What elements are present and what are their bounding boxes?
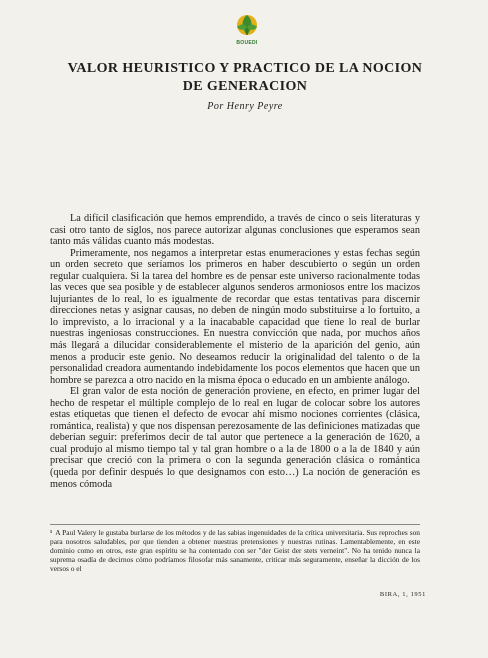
page-reference: BIRA, 1, 1951 (379, 591, 426, 598)
footnote-text: A Paul Valery le gustaba burlarse de los métodos y de las sabias ingenuidades de la crítica universitaria. Sus reproches son para nosotros saludables, por que tienden a obtener nuestras pretensiones y nuestras rutinas. Lamentablemente, en este dominio como en otros, este gran espíritu se ha contentado con ser "der Geist der stets verneint". No ha tenido nunca la suprema osadía de decirnos cómo podríamos filosofar más sanamente, criticar más seguramente, enseñar la dicción de los versos o el (50, 528, 420, 573)
paragraph: El gran valor de esta noción de generación proviene, en efecto, en primer lugar del hecho de respetar el múltiple complejo de lo real en lugar de colocar sobre los autores estas etiquetas que tienen el defecto de evocar ahí mismo nociones corrientes (clásica, romántica, realista) y que nos dispensan perezosamente de las definiciones matizadas que deberían seguir: preferimos decir de tal autor que pertenece a la generación de 1620, a cual produjo al mismo tiempo tal y tal gran hombre o a la de 1800 o a la de 1840 y aún precisar que creció con la primera o con la segunda generación clásica o romántica (queda por definir después lo que designamos con esto…) La noción de generación es menos cómoda (50, 386, 420, 490)
paragraph: La difícil clasificación que hemos emprendido, a través de cinco o seis literaturas y casi otro tanto de siglos, nos parece autorizar algunas conclusiones que esperamos sean tanto más válidas cuanto más modestas. (50, 213, 420, 248)
article-body (50, 213, 420, 490)
footnote-divider (50, 524, 420, 525)
leaf-logo-icon (230, 10, 264, 40)
paragraph: Primeramente, nos negamos a interpretar estas enumeraciones y estas fechas según un orden secreto que seríamos los primeros en haber descubierto o según un orden regular cualquiera. Si la tarea del hombre es de pensar este universo racionalmente todas las veces que sea posible y de establecer algunos senderos armoniosos entre los macizos lujuriantes de lo real, lo es igualmente de recordar que estas tentativas para discernir direcciones netas y asignar causas, no deben de ningún modo substituirse a lo fortuito, a lo imprevisto, a lo irracional y a la inacabable capacidad que tiene lo real de burlar nuestras ingeniosas construcciones. En nuestra convicción que nada, por muchos años más llegará a dilucidar considerablemente el misterio de la aparición del genio, aún menos a producir este genio. No deseamos reducir la originalidad del talento o de la personalidad creadora aumentando indebidamente los pocos elementos que hacen que un hombre se parezca a otro nacido en la misma época o educado en un ambiente análogo. (50, 247, 420, 386)
footnote-marker: ¹ (50, 528, 53, 537)
publisher-logo (230, 10, 264, 48)
article-title: VALOR HEURISTICO Y PRACTICO DE LA NOCION DE GENERACION (67, 61, 423, 94)
footnote (50, 528, 420, 573)
author-byline: Por Henry Peyre (207, 101, 283, 112)
logo-text: BOUEDI (236, 40, 258, 46)
